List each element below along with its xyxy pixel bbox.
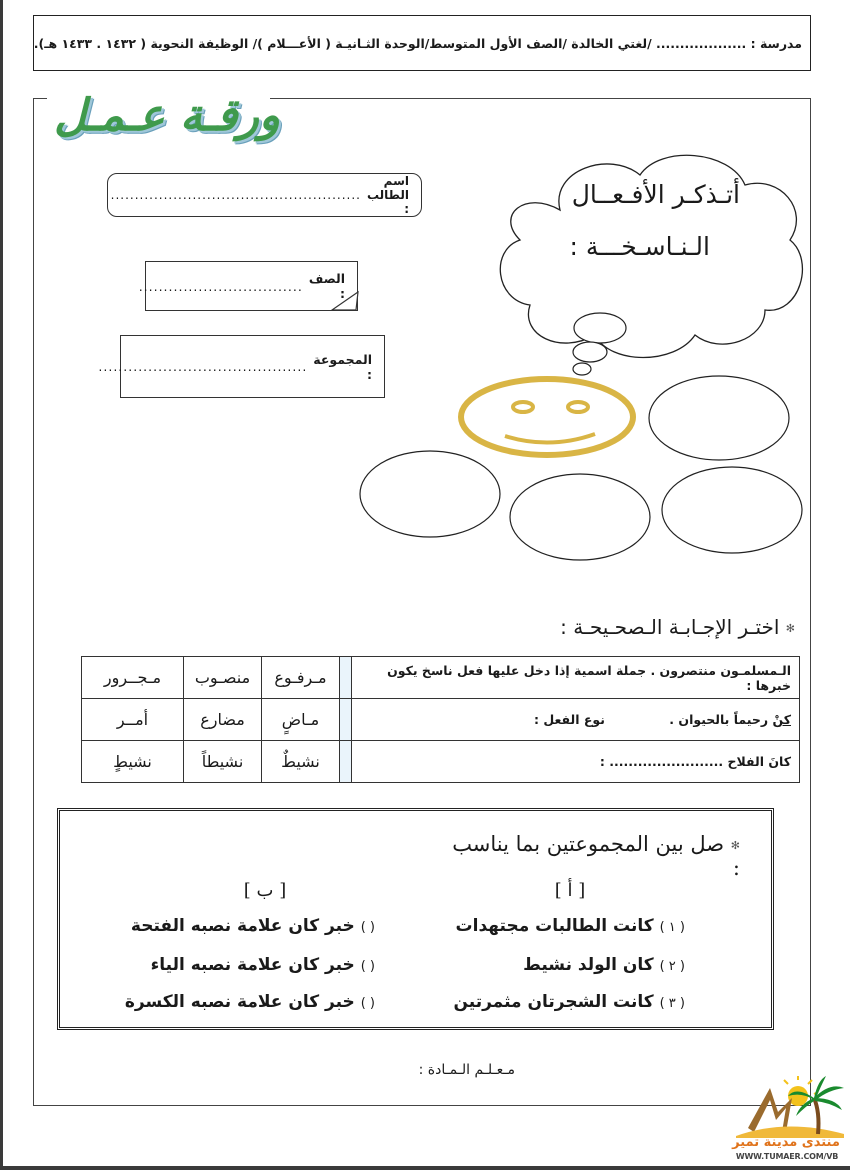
student-name-blank[interactable]: .................................................... (110, 188, 361, 202)
frame-top-line-left (33, 98, 47, 99)
watermark-name: منتدى مدينة تمير (732, 1135, 840, 1150)
separator-cell (340, 741, 352, 783)
class-label: الصف : (308, 271, 345, 301)
group-blank[interactable]: .......................................... (98, 359, 308, 374)
student-name-label: اسم الطالب : (366, 174, 409, 216)
cloud-line-1: أتـذكـر الأفـعــال (571, 180, 740, 209)
group-label: المجموعة : (313, 351, 372, 382)
class-field[interactable] (138, 261, 358, 311)
answer-blank[interactable]: ( ) (360, 959, 375, 974)
question-cell: الـمسلمـون منتصرون . جملة اسمية إذا دخل عليها فعل ناسخ يكون خبرها : (352, 657, 800, 699)
column-b-item: ( ) خبر كان علامة نصبه الياء (150, 955, 375, 975)
column-a-item: ( ٣ ) كانت الشجرتان مثمرتين (453, 992, 685, 1012)
underlined-verb: كنْ (772, 712, 791, 727)
star-bullet-icon: ✻ (785, 622, 795, 635)
column-a-item: ( ١ ) كانت الطالبات مجتهدات (455, 916, 685, 936)
student-name-field[interactable] (107, 173, 422, 217)
concept-diagram (350, 370, 810, 570)
option-cell[interactable]: مـرفـوع (262, 657, 340, 699)
answer-blank[interactable]: ( ) (360, 920, 375, 935)
exercise1-instruction: ✻ اختـر الإجـابـة الـصحـيحـة : (560, 615, 795, 639)
question-cell: كانَ الفلاح ........................ : (352, 741, 800, 783)
option-cell[interactable]: مـجــرور (82, 657, 184, 699)
header-text: مدرسة : ................... /لغتي الخالدة /الصف الأول المتوسط/الوحدة الثـانيـة ( الأعـــلام )/ الوظيفة النحوية ( ١٤٣٢ . ١٤٣٣ هـ). (33, 35, 802, 51)
answer-blank[interactable]: ( ) (360, 996, 375, 1011)
multiple-choice-table (81, 656, 800, 783)
column-b-item: ( ) خبر كان علامة نصبه الفتحة (130, 916, 375, 936)
option-cell[interactable]: مـاضٍ (262, 699, 340, 741)
question-cell: كنْ رحيماً بالحيوان . نوع الفعل : (352, 699, 800, 741)
worksheet-title: ورقـة عـمـل (53, 90, 281, 141)
star-bullet-icon: ✻ (730, 839, 740, 852)
exercise2-instruction: ✻ صل بين المجموعتين بما يناسب : (452, 832, 740, 880)
worksheet-header (33, 15, 811, 71)
subject-teacher-label: مـعـلـم الـمـادة : (418, 1062, 515, 1078)
group-field[interactable] (98, 335, 385, 398)
option-cell[interactable]: نشيطٌ (262, 741, 340, 783)
column-a-header: [ أ ] (554, 880, 586, 901)
column-b-header: [ ب ] (243, 880, 287, 901)
verb-type-label: نوع الفعل : (533, 712, 605, 727)
option-cell[interactable]: منصـوب (184, 657, 262, 699)
page-curl-icon (330, 290, 360, 312)
separator-cell (340, 657, 352, 699)
frame-top-line (270, 98, 811, 99)
option-cell[interactable]: أمــر (82, 699, 184, 741)
scan-edge-left (0, 0, 3, 1170)
table-row (82, 699, 800, 741)
option-cell[interactable]: مضارع (184, 699, 262, 741)
scan-edge-bottom (0, 1166, 850, 1170)
class-blank[interactable]: ................................. (138, 278, 303, 294)
smiley-icon (461, 379, 633, 455)
option-cell[interactable]: نشيطٍ (82, 741, 184, 783)
column-b-item: ( ) خبر كان علامة نصبه الكسرة (124, 992, 375, 1012)
watermark-url[interactable]: WWW.TUMAER.COM/VB (735, 1152, 839, 1161)
table-row (82, 741, 800, 783)
column-a-item: ( ٢ ) كان الولد نشيط (523, 955, 685, 975)
table-row (82, 657, 800, 699)
option-cell[interactable]: نشيطاً (184, 741, 262, 783)
separator-cell (340, 699, 352, 741)
cloud-line-2: الـنـاسـخـــة : (569, 232, 710, 261)
